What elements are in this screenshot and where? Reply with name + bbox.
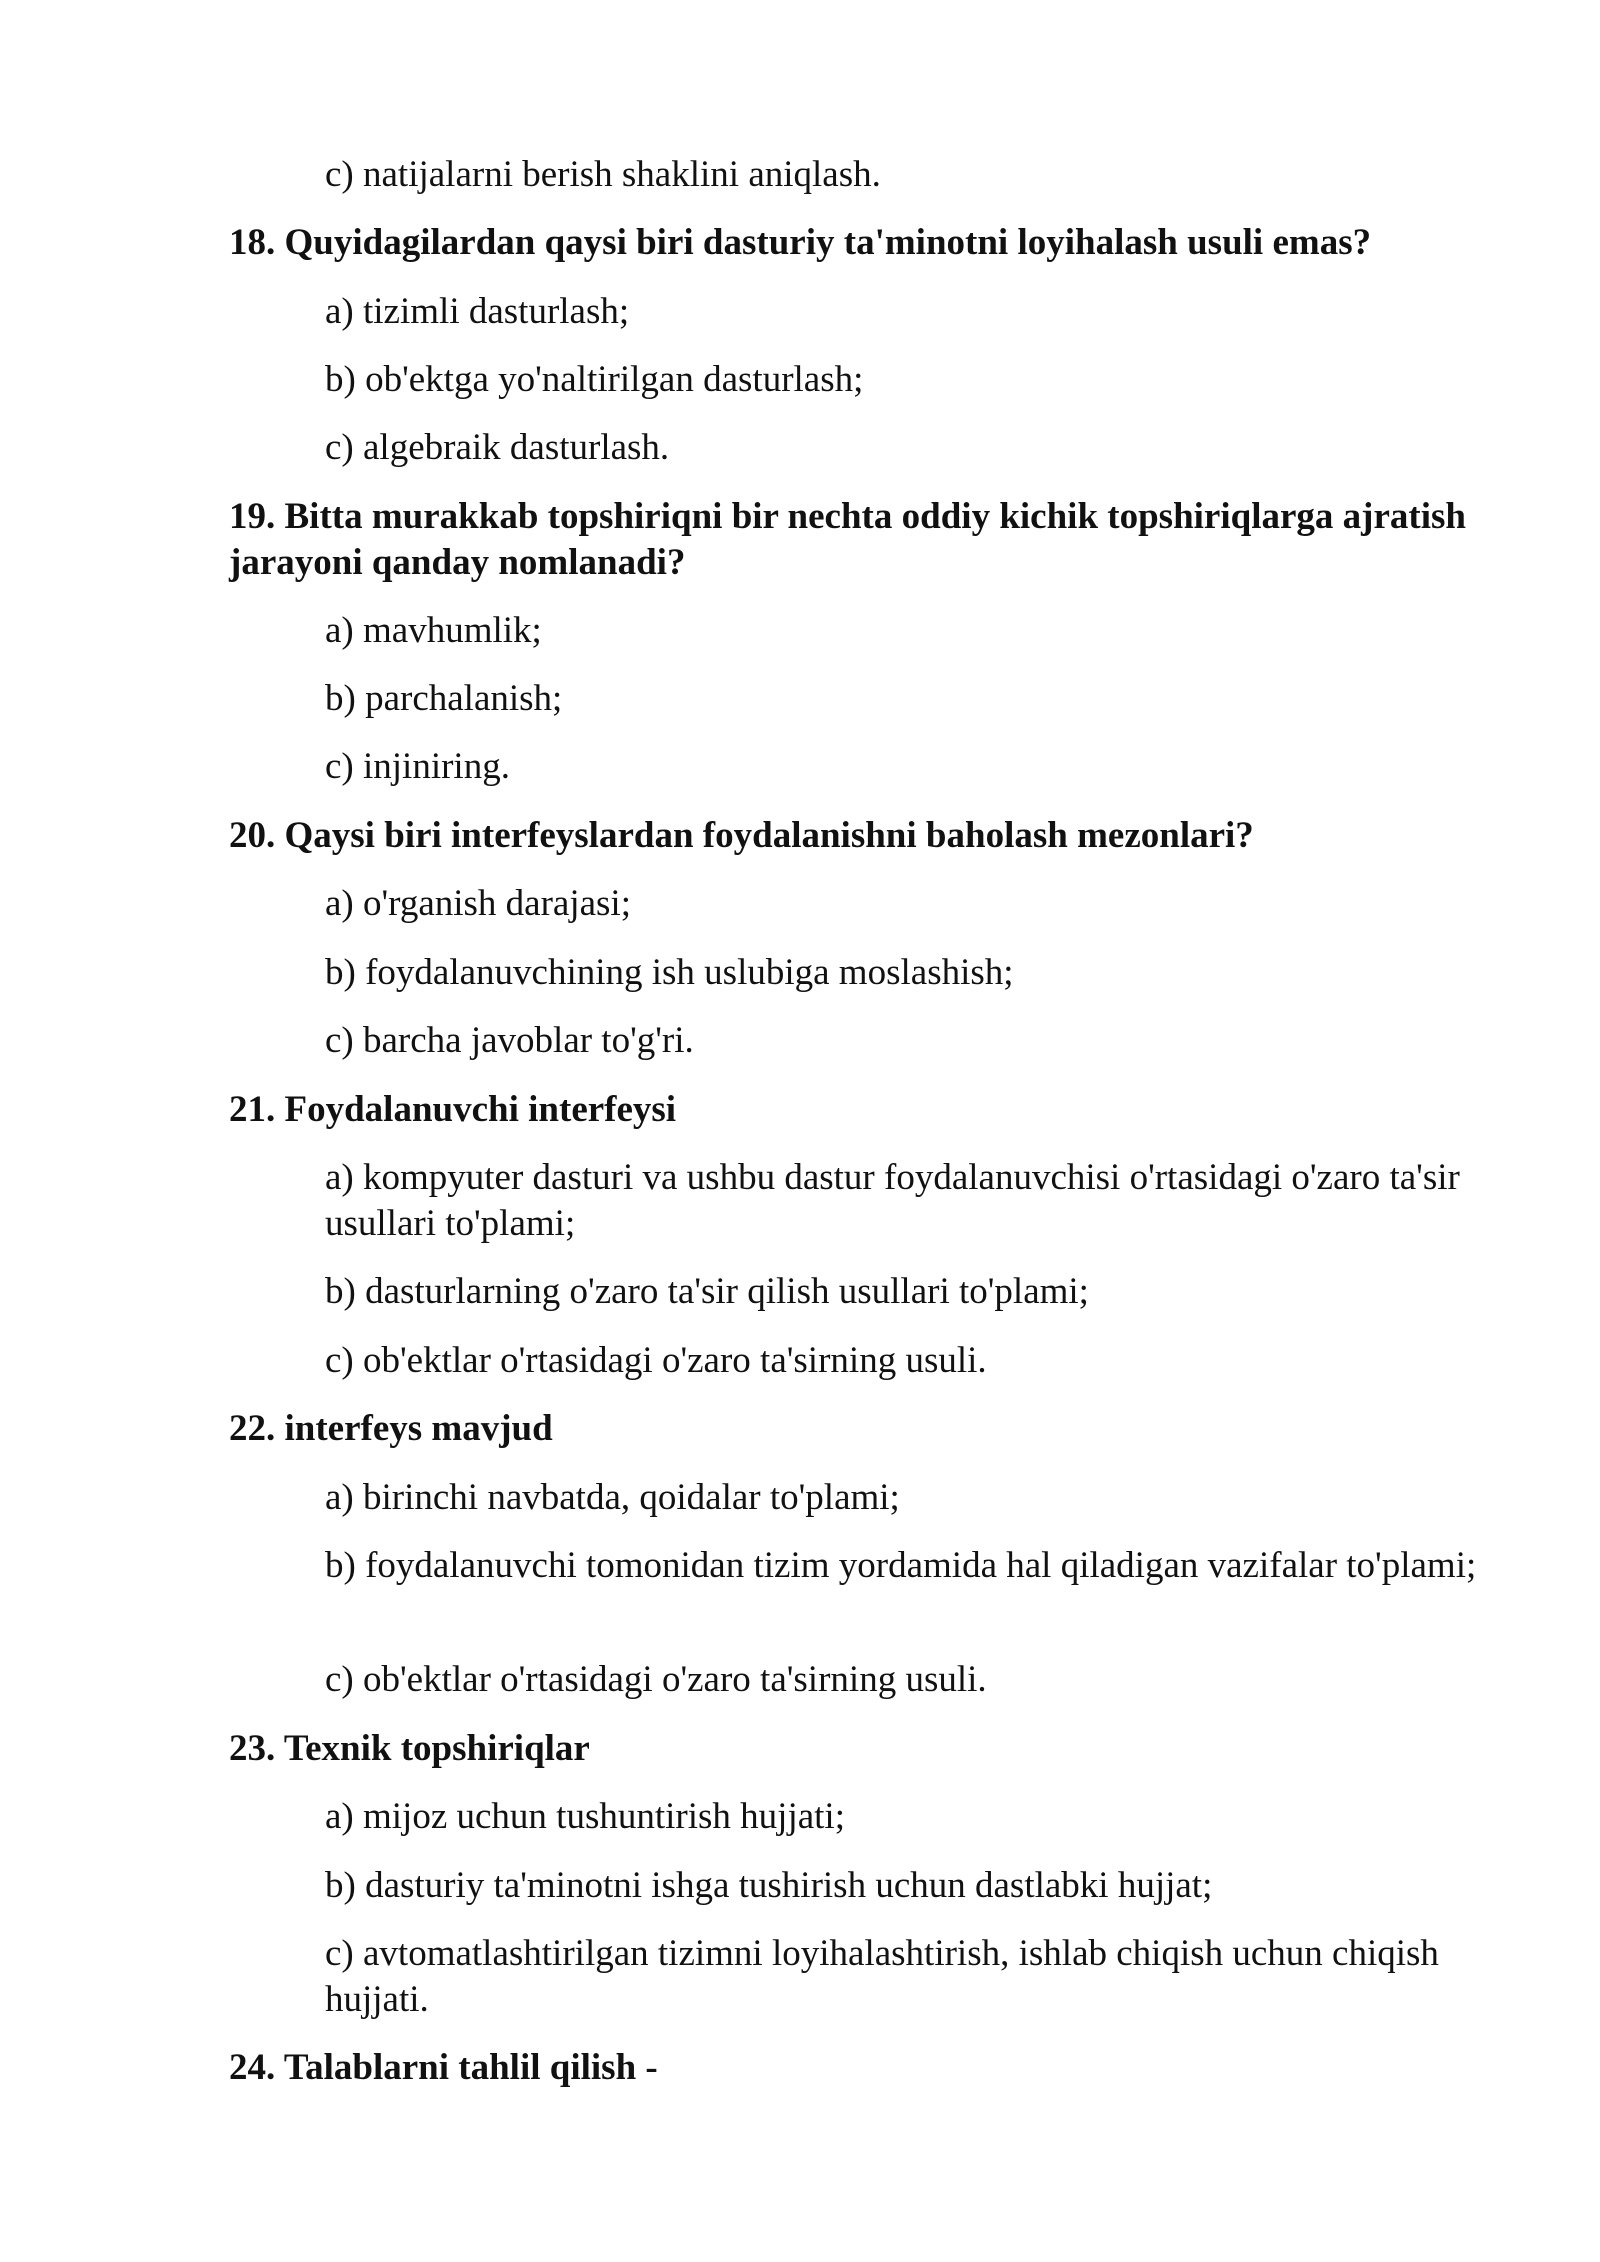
question-24: 24. Talablarni tahlil qilish - bbox=[229, 2047, 658, 2088]
option-c: c) ob'ektlar o'rtasidagi o'zaro ta'sirning usuli. bbox=[325, 1340, 987, 1381]
question-22: 22. interfeys mavjud bbox=[229, 1408, 553, 1449]
question-18: 18. Quyidagilardan qaysi biri dasturiy ta'minotni loyihalash usuli emas? bbox=[229, 222, 1372, 263]
option-b: b) parchalanish; bbox=[325, 678, 563, 719]
option-b: b) dasturiy ta'minotni ishga tushirish uchun dastlabki hujjat; bbox=[325, 1865, 1213, 1906]
option-c: c) ob'ektlar o'rtasidagi o'zaro ta'sirning usuli. bbox=[325, 1659, 987, 1700]
option-c: c) injiniring. bbox=[325, 746, 510, 787]
option-b: b) foydalanuvchining ish uslubiga moslashish; bbox=[325, 952, 1014, 993]
option-c: c) natijalarni berish shaklini aniqlash. bbox=[325, 154, 881, 195]
option-a: a) birinchi navbatda, qoidalar to'plami; bbox=[325, 1477, 900, 1518]
option-b: b) dasturlarning o'zaro ta'sir qilish usullari to'plami; bbox=[325, 1271, 1089, 1312]
option-a: a) tizimli dasturlash; bbox=[325, 291, 630, 332]
question-23: 23. Texnik topshiriqlar bbox=[229, 1728, 590, 1769]
option-c: c) barcha javoblar to'g'ri. bbox=[325, 1020, 694, 1061]
option-a: a) mijoz uchun tushuntirish hujjati; bbox=[325, 1796, 845, 1837]
option-a: a) kompyuter dasturi va ushbu dastur foydalanuvchisi o'rtasidagi o'zaro ta'sir usullari to'plami; bbox=[325, 1157, 1460, 1244]
option-b: b) foydalanuvchi tomonidan tizim yordamida hal qiladigan vazifalar to'plami; bbox=[325, 1545, 1477, 1586]
question-19: 19. Bitta murakkab topshiriqni bir nechta oddiy kichik topshiriqlarga ajratish jarayoni qanday nomlanadi? bbox=[229, 496, 1466, 583]
option-b: b) ob'ektga yo'naltirilgan dasturlash; bbox=[325, 359, 864, 400]
option-c: c) avtomatlashtirilgan tizimni loyihalashtirish, ishlab chiqish uchun chiqish hujjati. bbox=[325, 1933, 1439, 2020]
question-20: 20. Qaysi biri interfeyslardan foydalanishni baholash mezonlari? bbox=[229, 815, 1254, 856]
option-a: a) mavhumlik; bbox=[325, 610, 542, 651]
option-a: a) o'rganish darajasi; bbox=[325, 883, 631, 924]
option-c: c) algebraik dasturlash. bbox=[325, 427, 670, 468]
question-21: 21. Foydalanuvchi interfeysi bbox=[229, 1089, 677, 1130]
